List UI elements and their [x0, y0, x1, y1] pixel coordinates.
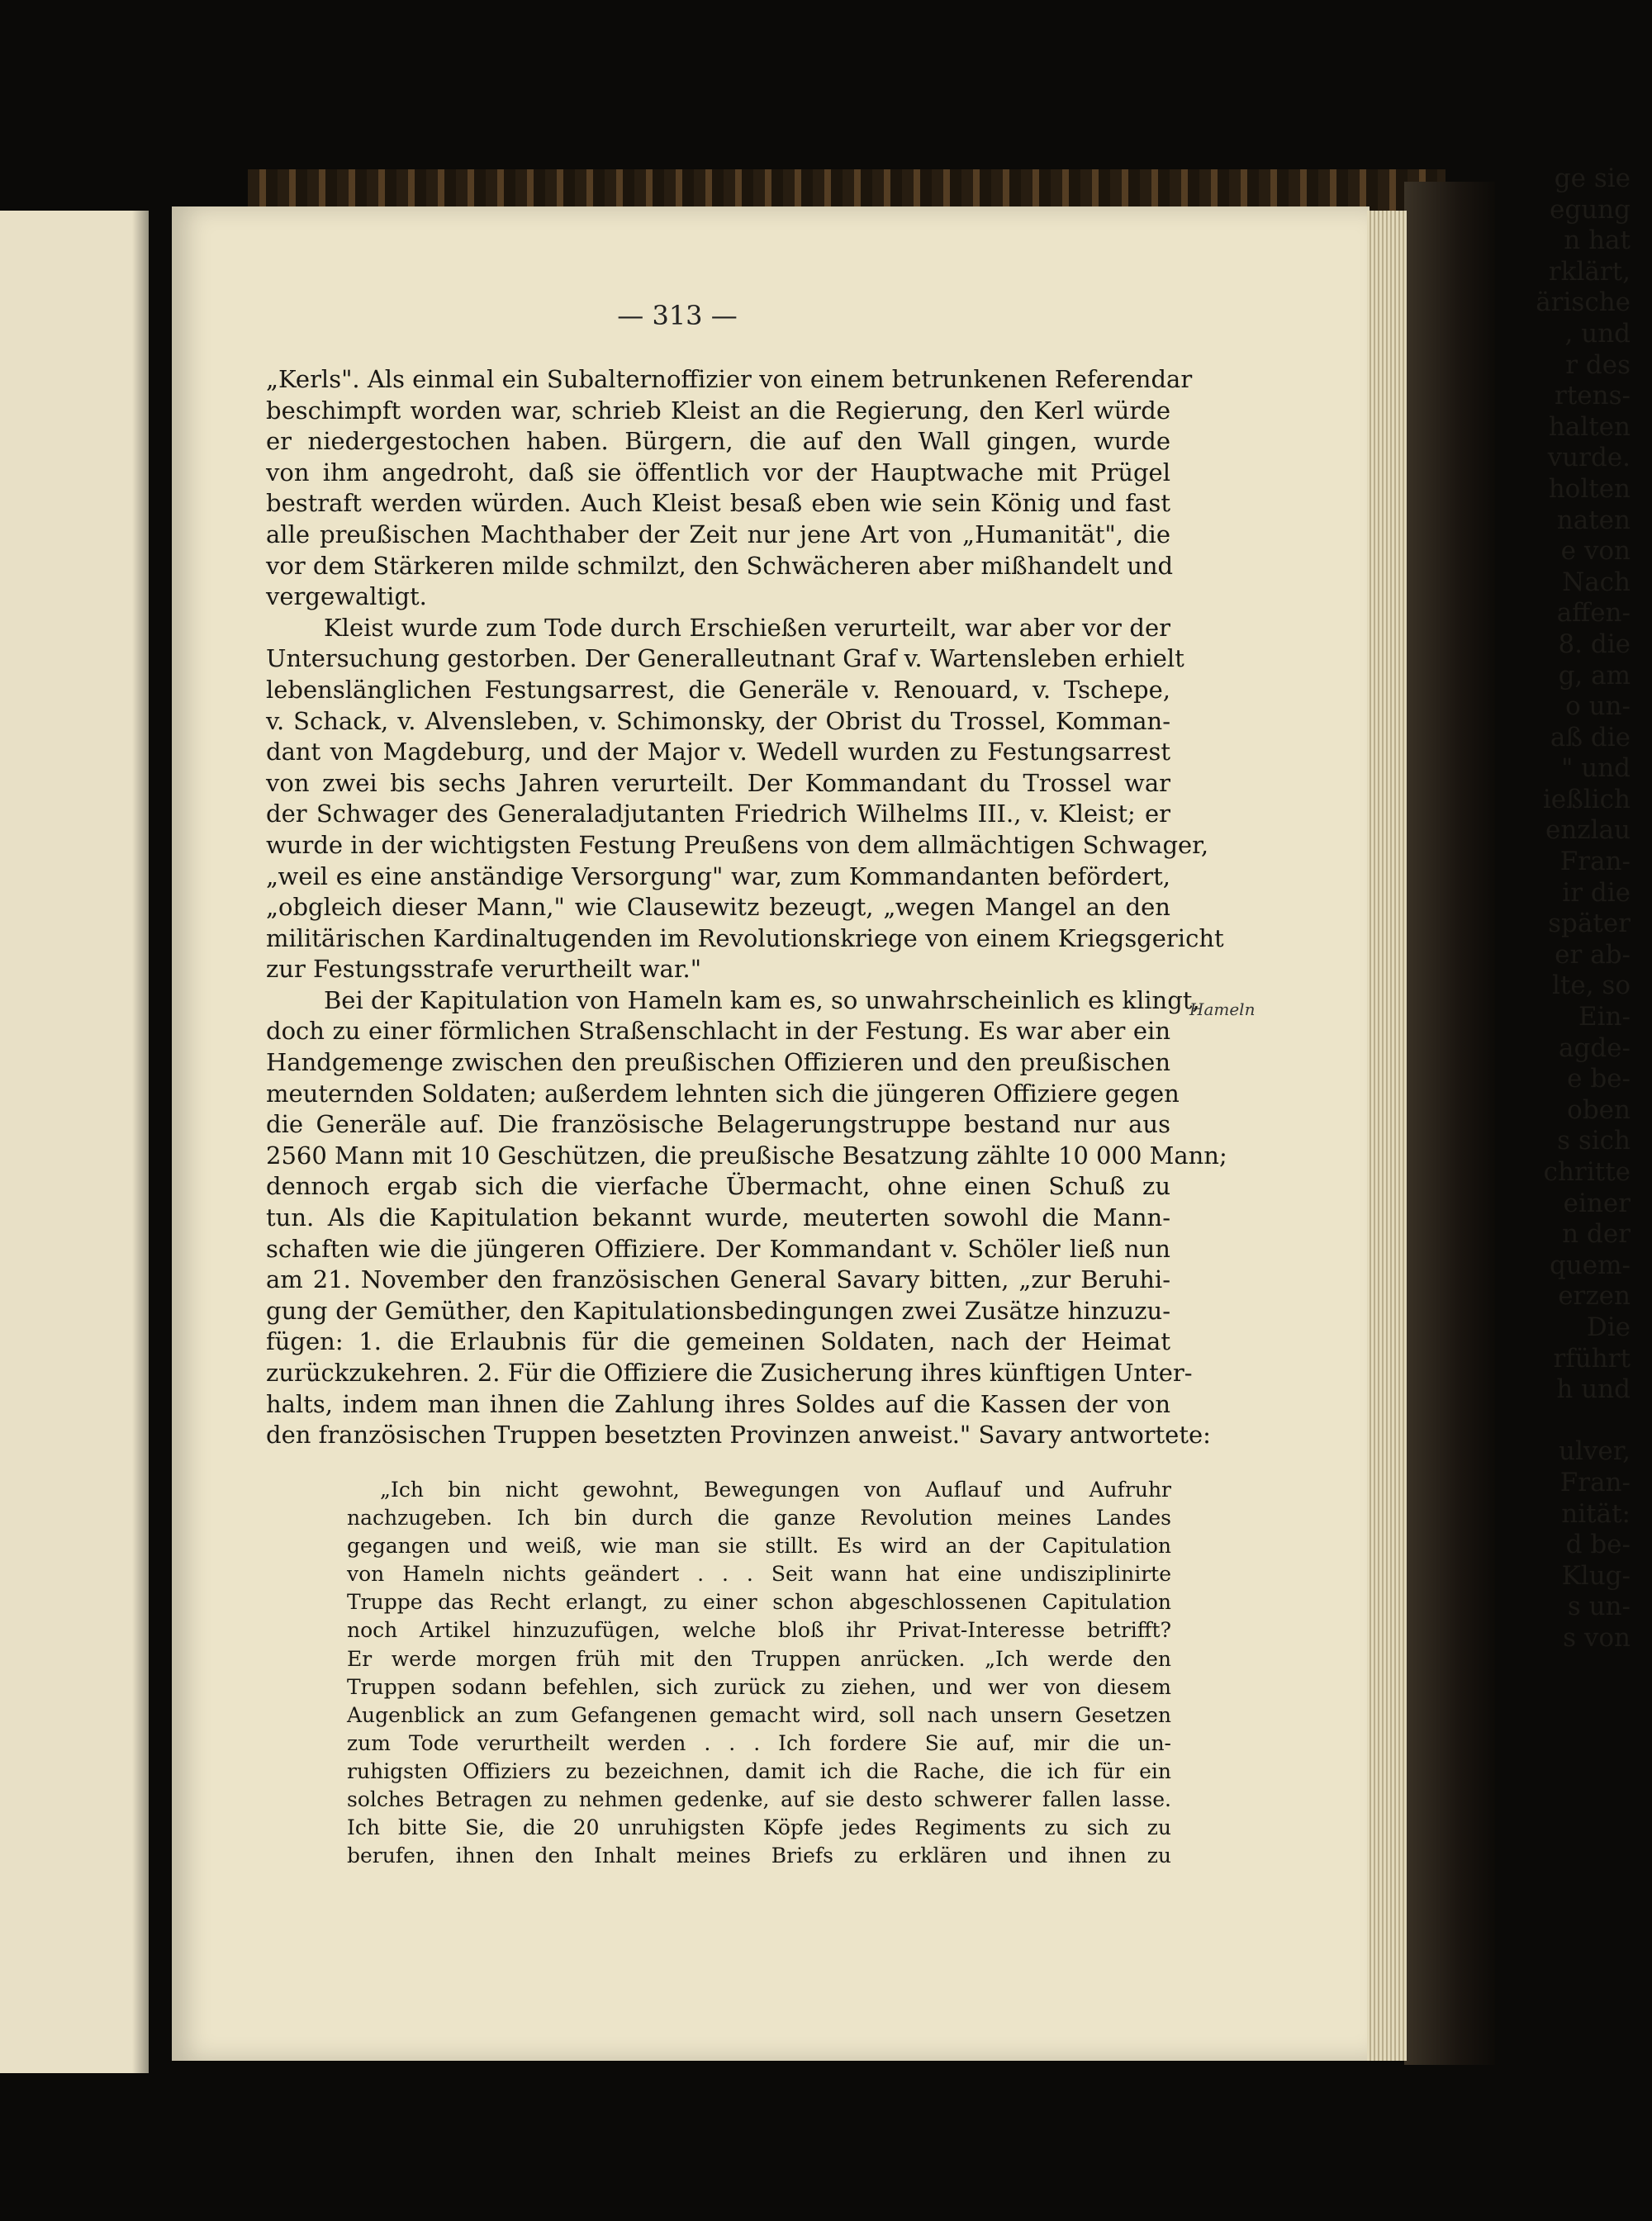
text-line: er niedergestochen haben. Bürgern, die auf den Wall gingen, wurde [266, 427, 1170, 456]
text-line: meuternden Soldaten; außerdem lehnten sich die jüngeren Offiziere gegen [266, 1079, 1180, 1108]
left-page-line: später [1548, 909, 1631, 939]
block-quote [347, 1476, 1171, 1870]
text-line: lebenslänglichen Festungsarrest, die Generäle v. Renouard, v. Tschepe, [266, 675, 1170, 704]
left-page-line: h und [1556, 1374, 1631, 1405]
left-page-line: holten [1548, 473, 1631, 504]
left-page-line: g, am [1558, 660, 1631, 691]
left-page-line: einer [1563, 1188, 1631, 1218]
text-line: zurückzukehren. 2. Für die Offiziere die Zusicherung ihres künftigen Unter- [266, 1359, 1193, 1387]
text-line: tun. Als die Kapitulation bekannt wurde, meuterten sowohl die Mann- [266, 1203, 1170, 1232]
left-page-line: ulver, [1558, 1436, 1631, 1467]
quote-line: solches Betragen zu nehmen gedenke, auf sie desto schwerer fallen lasse. [347, 1787, 1171, 1812]
left-page-line: Fran- [1559, 847, 1631, 877]
text-line: halts, indem man ihnen die Zahlung ihres Soldes auf die Kassen der von [266, 1389, 1170, 1418]
quote-line: ruhigsten Offiziers zu bezeichnen, damit ich die Rache, die ich für ein [347, 1758, 1171, 1783]
quote-line: gegangen und weiß, wie man sie stillt. Es wird an der Capitulation [347, 1534, 1171, 1559]
left-page-line: ießlich [1542, 784, 1631, 814]
text-line: Handgemenge zwischen den preußischen Offizieren und den preußischen [266, 1048, 1170, 1077]
quote-line: Ich bitte Sie, die 20 unruhigsten Köpfe jedes Regiments zu sich zu [347, 1815, 1171, 1840]
quote-line: nachzugeben. Ich bin durch die ganze Revolution meines Landes [347, 1506, 1171, 1530]
left-page-line: d be- [1565, 1530, 1631, 1560]
text-line: am 21. November den französischen General Savary bitten, „zur Beruhi- [266, 1265, 1170, 1294]
left-page-line: erzen [1558, 1281, 1631, 1312]
body-text [266, 364, 1227, 1451]
left-page-line: affen- [1556, 598, 1631, 629]
left-page-line: vurde. [1547, 443, 1631, 473]
text-line: 2560 Mann mit 10 Geschützen, die preußische Besatzung zählte 10 000 Mann; [266, 1141, 1227, 1170]
text-line: „Kerls". Als einmal ein Subalternoffizier von einem betrunkenen Referendar [266, 365, 1193, 393]
text-line: v. Schack, v. Alvensleben, v. Schimonsky, der Obrist du Trossel, Komman- [266, 706, 1170, 735]
left-page-line: Nach [1562, 567, 1631, 597]
text-line: Untersuchung gestorben. Der Generalleutnant Graf v. Wartensleben erhielt [266, 644, 1184, 673]
text-line: Kleist wurde zum Tode durch Erschießen verurteilt, war aber vor der [324, 613, 1170, 642]
left-page-line: n der [1562, 1219, 1631, 1250]
page-edges [1367, 211, 1407, 2061]
text-line: alle preußischen Machthaber der Zeit nur jene Art von „Humanität", die [266, 520, 1170, 548]
text-line: militärischen Kardinaltugenden im Revolutionskriege von einem Kriegsgericht [266, 923, 1224, 952]
quote-line: von Hameln nichts geändert . . . Seit wann hat eine undisziplinirte [347, 1562, 1171, 1587]
left-page-line: Die [1586, 1312, 1631, 1342]
left-page-line: ärische [1536, 287, 1631, 318]
left-page-line: " und [1561, 753, 1631, 784]
text-line: von zwei bis sechs Jahren verurteilt. Der Kommandant du Trossel war [266, 768, 1170, 797]
left-page-line: chritte [1543, 1157, 1631, 1187]
left-page-line: s von [1563, 1622, 1631, 1653]
left-page-line: er ab- [1555, 939, 1631, 970]
text-line: zur Festungsstrafe verurtheilt war." [266, 955, 702, 984]
left-page-line: Fran- [1559, 1467, 1631, 1497]
left-page-line: Ein- [1578, 1002, 1631, 1032]
text-line: wurde in der wichtigsten Festung Preußens von dem allmächtigen Schwager, [266, 830, 1209, 859]
text-line: der Schwager des Generaladjutanten Friedrich Wilhelms III., v. Kleist; er [266, 800, 1170, 828]
quote-line: noch Artikel hinzuzufügen, welche bloß ihr Privat-Interesse betrifft? [347, 1618, 1171, 1643]
left-page-line: e von [1560, 536, 1631, 567]
left-page-line: rklärt, [1548, 256, 1631, 287]
text-line: beschimpft worden war, schrieb Kleist an die Regierung, den Kerl würde [266, 396, 1170, 425]
left-page-line: naten [1556, 505, 1631, 535]
quote-line: Truppe das Recht erlangt, zu einer schon abgeschlossenen Capitulation [347, 1590, 1171, 1615]
left-page-line: halten [1548, 411, 1631, 442]
left-page [0, 211, 149, 2073]
margin-note: Hameln [1189, 999, 1256, 1019]
text-line: dennoch ergab sich die vierfache Übermacht, ohne einen Schuß zu [266, 1172, 1170, 1201]
left-page-line: s un- [1567, 1592, 1631, 1622]
quote-line: zum Tode verurtheilt werden . . . Ich fordere Sie auf, mir die un- [347, 1730, 1171, 1755]
text-line: Bei der Kapitulation von Hameln kam es, so unwahrscheinlich es klingt, [324, 985, 1200, 1014]
left-page-line: enzlau [1545, 815, 1631, 846]
left-page-line: oben [1567, 1094, 1631, 1125]
left-page-line: ir die [1562, 877, 1631, 908]
text-line: von ihm angedroht, daß sie öffentlich vor der Hauptwache mit Prügel [266, 458, 1170, 486]
text-line: doch zu einer förmlichen Straßenschlacht in der Festung. Es war aber ein [266, 1017, 1170, 1046]
left-page-line: rführt [1553, 1343, 1631, 1374]
left-page-line: rtens- [1555, 381, 1631, 411]
text-line: dant von Magdeburg, und der Major v. Wedell wurden zu Festungsarrest [266, 738, 1170, 766]
text-line: fügen: 1. die Erlaubnis für die gemeinen Soldaten, nach der Heimat [266, 1327, 1170, 1356]
quote-line: Augenblick an zum Gefangenen gemacht wird, soll nach unsern Gesetzen [347, 1702, 1171, 1727]
left-page-line: s sich [1557, 1126, 1631, 1156]
left-page-text [1490, 164, 1631, 1654]
text-line: „weil es eine anständige Versorgung" war, zum Kommandanten befördert, [266, 861, 1170, 890]
text-line: die Generäle auf. Die französische Belagerungstruppe bestand nur aus [266, 1110, 1170, 1139]
quote-line: „Ich bin nicht gewohnt, Bewegungen von Auflauf und Aufruhr [380, 1478, 1171, 1502]
left-page-line: r des [1565, 349, 1631, 380]
left-page-line: lte, so [1552, 971, 1631, 1001]
page-gutter [132, 211, 149, 2073]
text-line: schaften wie die jüngeren Offiziere. Der Kommandant v. Schöler ließ nun [266, 1234, 1170, 1263]
left-page-line: aß die [1550, 722, 1631, 752]
left-page-line: Klug- [1561, 1560, 1631, 1591]
left-page-line: nität: [1561, 1498, 1631, 1529]
left-page-line: egung [1550, 194, 1631, 225]
quote-line: Truppen sodann befehlen, sich zurück zu ziehen, und wer von diesem [347, 1674, 1171, 1699]
left-page-line: n hat [1564, 225, 1631, 256]
text-line: vergewaltigt. [266, 582, 427, 611]
quote-line: Er werde morgen früh mit den Truppen anrücken. „Ich werde den [347, 1646, 1171, 1671]
left-page-line: ge sie [1554, 164, 1631, 193]
left-page-line: o un- [1565, 691, 1631, 722]
text-line: gung der Gemüther, den Kapitulationsbedingungen zwei Zusätze hinzuzu- [266, 1296, 1170, 1325]
left-page-line: e be- [1567, 1064, 1631, 1094]
text-line: den französischen Truppen besetzten Provinzen anweist." Savary antwortete: [266, 1421, 1211, 1450]
quote-line: berufen, ihnen den Inhalt meines Briefs zu erklären und ihnen zu [347, 1844, 1171, 1868]
text-line: bestraft werden würden. Auch Kleist besaß eben wie sein König und fast [266, 489, 1170, 518]
book-cover [1404, 182, 1495, 2065]
left-page-line [1490, 1406, 1631, 1437]
page-number: — 313 — [617, 300, 738, 331]
left-page-line: agde- [1559, 1032, 1631, 1063]
text-line: „obgleich dieser Mann," wie Clausewitz bezeugt, „wegen Mangel an den [266, 893, 1170, 922]
left-page-line: , und [1564, 318, 1631, 349]
left-page-line: quem- [1549, 1250, 1631, 1280]
left-page-line: 8. die [1558, 629, 1631, 659]
text-line: vor dem Stärkeren milde schmilzt, den Schwächeren aber mißhandelt und [266, 551, 1174, 580]
